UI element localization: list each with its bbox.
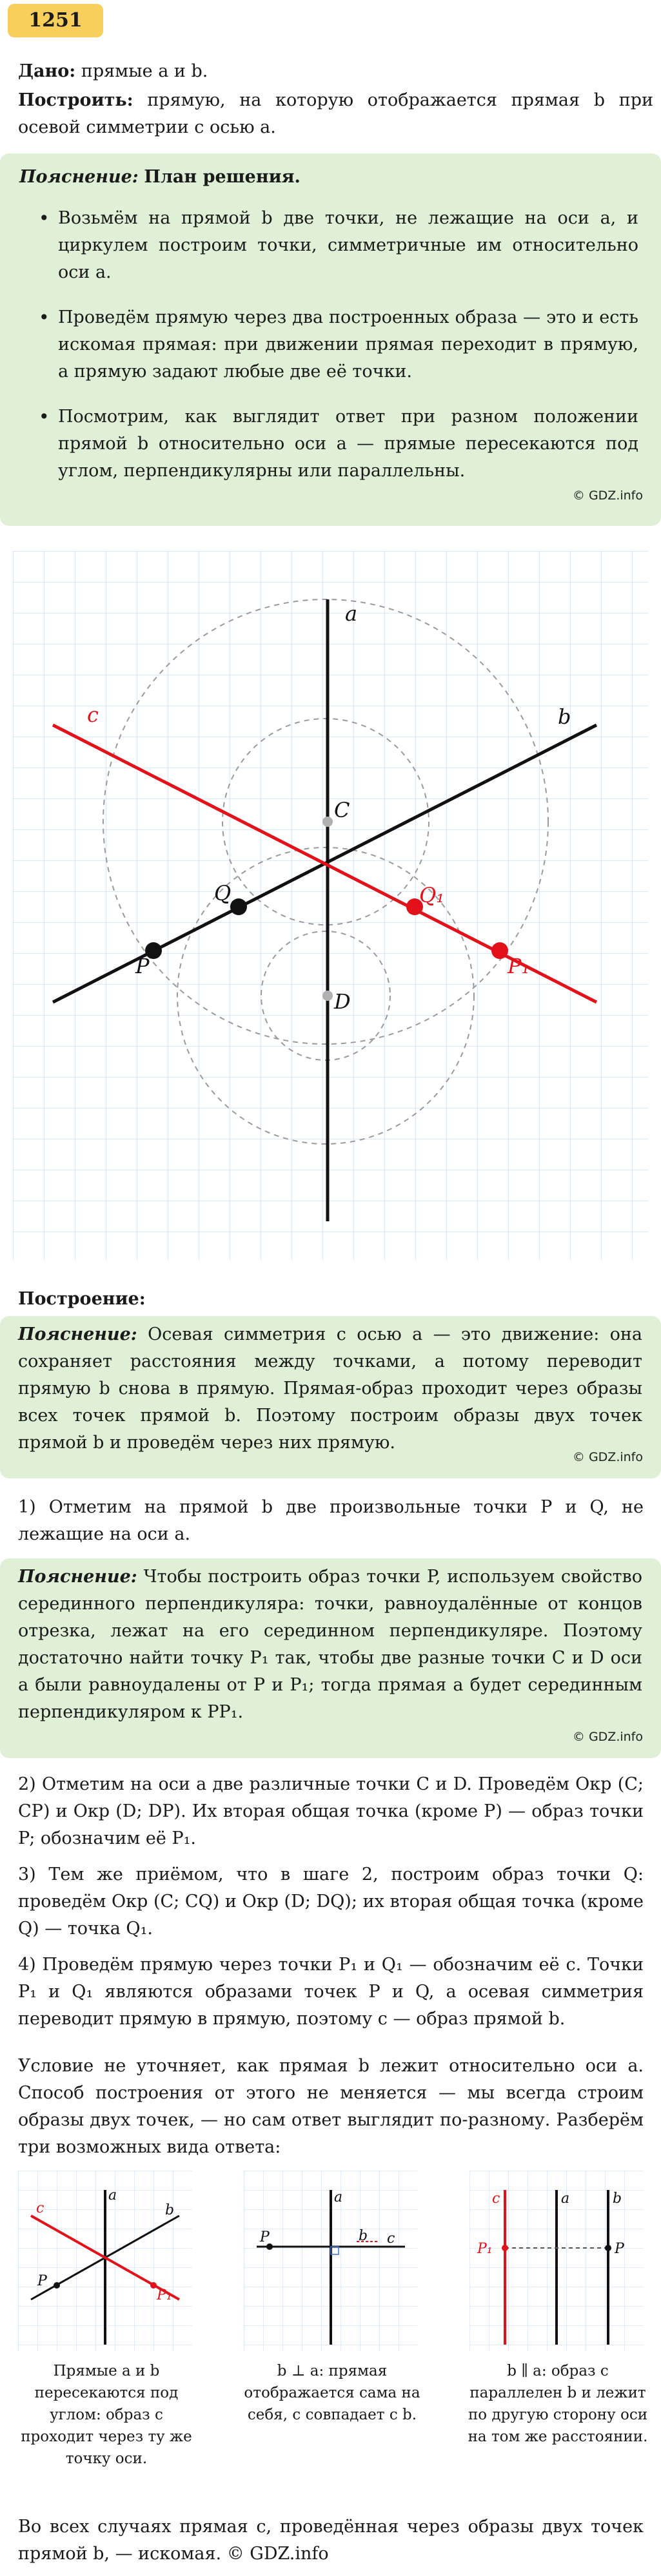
case3-label-a: a: [561, 2191, 570, 2207]
construction-note-label: Пояснение:: [18, 1324, 137, 1344]
given-label: Дано:: [18, 61, 76, 81]
label-C: C: [334, 798, 350, 822]
note-2-box: [0, 1558, 661, 1758]
case-figure-parallel: [469, 2171, 644, 2351]
construction-copyright: © GDZ.info: [572, 1450, 643, 1464]
point-Q: [230, 898, 247, 915]
case-figure-perpendicular: [244, 2171, 418, 2351]
case1-label-c: c: [36, 2200, 44, 2216]
plan-list: [32, 205, 638, 503]
plan-label: Пояснение:: [19, 167, 139, 187]
given-line: [18, 58, 650, 85]
construct-text: прямую, на которую отображается прямая b при осевой симметрии с осью a.: [18, 90, 653, 137]
given-text: прямые a и b.: [81, 61, 208, 81]
step-4: 4) Проведём прямую через точки P₁ и Q₁ — обозначим её c. Точки P₁ и Q₁ являются образами точек P и Q, а осевая симметрия переводит прямую в прямую, поэтому c — образ прямой b.: [18, 1955, 644, 2029]
plan-title: План решения.: [144, 167, 301, 187]
case3-label-P1: P₁: [477, 2241, 493, 2257]
label-P: P: [135, 954, 150, 978]
note-2-label: Пояснение:: [18, 1567, 137, 1587]
step-1: 1) Отметим на прямой b две произвольные точки P и Q, не лежащие на оси a.: [18, 1497, 644, 1544]
label-Q: Q: [214, 881, 232, 905]
point-C: [322, 817, 333, 827]
construction-heading: [18, 1286, 146, 1313]
plan-item: • Возьмём на прямой b две точки, не лежащие на оси a, и циркулем построим точки, симметричные им относительно оси a.: [32, 205, 638, 286]
label-c: c: [87, 702, 99, 727]
construct-label: Построить:: [18, 90, 133, 110]
plan-copyright: © GDZ.info: [572, 489, 643, 503]
construction-heading-text: Построение:: [18, 1289, 146, 1309]
step-3: 3) Тем же приёмом, что в шаге 2, построим образ точки Q: проведём Окр (C; CQ) и Окр (D; DQ); их вторая общая точка (кроме Q) — точка Q₁.: [18, 1864, 644, 1939]
case2-label-a: a: [334, 2189, 343, 2205]
label-b: b: [558, 704, 571, 729]
construction-note-box: [0, 1316, 661, 1478]
construct-line: [18, 87, 653, 141]
note-2-text: Чтобы построить образ точки P, используем свойство серединного перпендикуляра: точки, равноудалённые от концов отрезка, лежат на его серединном перпендикуляре. Поэтому достаточно найти точку P₁ так, чтобы две разные точки C и D оси a были равноудалены от P и P₁; тогда прямая a будет серединным перпендикуляром к PP₁.: [18, 1567, 642, 1722]
step-2: 2) Отметим на оси a две различные точки C и D. Проведём Окр (C; CP) и Окр (D; DP). Их вторая общая точка (кроме P) — образ точки P; обозначим её P₁.: [18, 1774, 644, 1848]
point-D: [322, 991, 333, 1001]
note-2: [18, 1564, 642, 1726]
task-number-badge: 1251: [8, 4, 103, 37]
case3-label-b: b: [613, 2191, 622, 2207]
grid-background: [13, 551, 648, 1260]
construction-figure: [13, 551, 648, 1260]
case-figure-intersecting: [18, 2171, 192, 2351]
final-statement: Во всех случаях прямая c, проведённая через образы двух точек прямой b, — искомая. © GDZ.info: [18, 2517, 644, 2564]
case1-label-b: b: [165, 2202, 175, 2218]
plan-item: • Посмотрим, как выглядит ответ при разном положении прямой b относительно оси a — прямые пересекаются под углом, перпендикулярны или параллельны.: [32, 403, 638, 485]
point-P1: [491, 942, 508, 959]
case1-label-P1: P₁: [157, 2287, 172, 2303]
construction-note: [18, 1321, 642, 1457]
label-a: a: [345, 601, 358, 626]
case-caption: Прямые a и b пересекаются под углом: образ c проходит через ту же точку оси.: [21, 2363, 192, 2467]
label-D: D: [334, 989, 351, 1014]
case2-label-c: c: [387, 2231, 395, 2247]
case3-label-P: P: [615, 2241, 624, 2257]
case2-label-b: b: [359, 2228, 368, 2244]
plan-heading: [19, 164, 638, 191]
plan-item: • Проведём прямую через два построенных образа — это и есть искомая прямая: при движении прямая переходит в прямую, а прямую задают любые две её точки.: [32, 304, 638, 385]
plan-box: [0, 153, 661, 526]
case3-label-c: c: [492, 2191, 500, 2207]
label-P1: P₁: [508, 954, 530, 978]
case1-label-a: a: [108, 2187, 117, 2203]
label-Q1: Q₁: [419, 883, 445, 907]
case-caption: b ∥ a: образ c параллелен b и лежит по другую сторону оси на том же расстоянии.: [468, 2363, 648, 2445]
case2-label-P: P: [260, 2229, 270, 2245]
conclusion: Условие не уточняет, как прямая b лежит относительно оси a. Способ построения от этого не меняется — мы всегда строим образы двух точек, — но сам ответ выглядит по-разному. Разберём три возможных вида ответа:: [18, 2056, 644, 2157]
note-2-copyright: © GDZ.info: [572, 1730, 643, 1744]
construction-note-text: Осевая симметрия с осью a — это движение: она сохраняет расстояния между точками, а потому переводит прямую b снова в прямую. Прямая-образ проходит через образы всех точек прямой b. Поэтому построим образы двух точек прямой b и проведём через них прямую.: [18, 1324, 642, 1453]
case-caption: b ⊥ a: прямая отображается сама на себя, c совпадает с b.: [244, 2363, 420, 2423]
case1-label-P: P: [37, 2273, 47, 2289]
